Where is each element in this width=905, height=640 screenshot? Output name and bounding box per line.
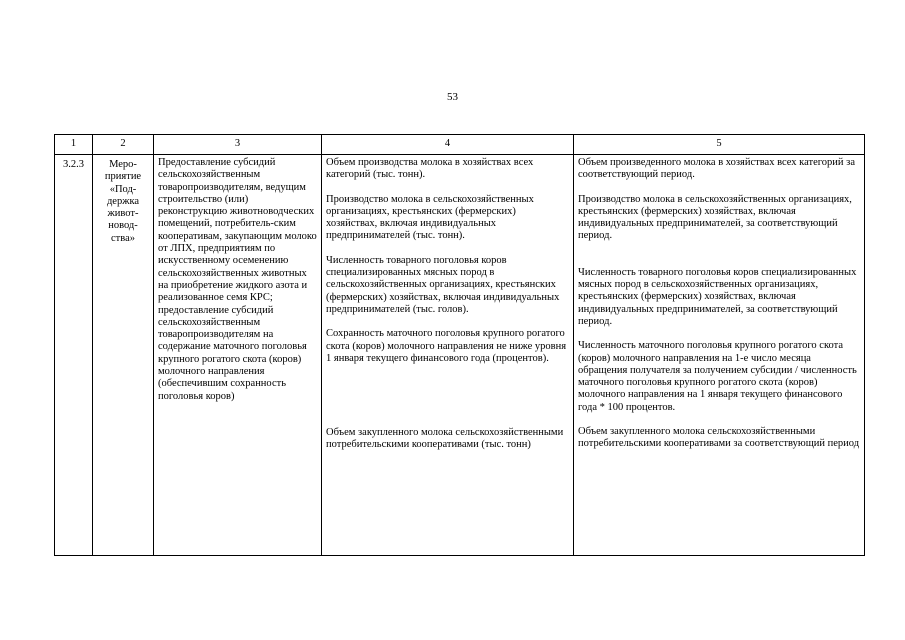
- measure-name-line: новод-: [108, 220, 138, 232]
- measure-name-line: живот-: [107, 208, 139, 220]
- measure-name-line: держка: [106, 195, 140, 207]
- method-text: Объем закупленного молока сельскохозяйственными потребительскими кооперативами за соответствующий период: [578, 426, 860, 450]
- header-cell-5: 5: [574, 135, 865, 155]
- measure-name-line: ства»: [111, 232, 135, 244]
- method-text: Численность маточного поголовья крупного рогатого скота (коров) молочного направления на 1-е число месяца обращения получателя за получением субсидии / численность маточного поголовья крупного рогатого скота (коров) молочного направления на 1 января текущего финансового года * 100 процентов.: [578, 340, 857, 413]
- indicator-text: Производство молока в сельскохозяйственных организациях, крестьянских (фермерских) хозяйствах, включая индивидуальных предпринимателей (тыс. тонн).: [326, 193, 534, 242]
- indicator-text: Сохранность маточного поголовья крупного рогатого скота (коров) молочного направления не ниже уровня 1 января текущего финансового года (процентов).: [326, 328, 567, 364]
- indicator-text: Объем закупленного молока сельскохозяйственными потребительскими кооперативами (тыс. тонн): [326, 427, 564, 451]
- measure-name-line: «Под-: [109, 183, 137, 195]
- header-cell-2: 2: [93, 135, 154, 155]
- header-cell-1: 1: [55, 135, 93, 155]
- measure-description: Предоставление субсидий сельскохозяйственным товаропроизводителям, ведущим строительство (или) реконструкцию животноводческих помещений, потребитель-ским кооперативам, закупающим молоко от ЛПХ, предприятиям по искусственному осеменению сельскохозяйственных животных на приобретение жидкого азота и реализованное семя КРС; предоставление субсидий сельскохозяйственным товаропроизводителям на содержание маточного поголовья крупного рогатого скота (коров) молочного направления (обеспечившим сохранность поголовья коров): [154, 155, 322, 556]
- measure-name-line: Меро-: [109, 159, 137, 170]
- methods-cell: [574, 155, 865, 556]
- row-number: 3.2.3: [55, 155, 93, 556]
- indicator-text: Численность товарного поголовья коров специализированных мясных пород в сельскохозяйственных организациях, крестьянских (фермерских) хозяйствах, включая индивидуальных предпринимателей (тыс. голов).: [326, 254, 560, 315]
- indicators-cell: [322, 155, 574, 556]
- method-text: Численность товарного поголовья коров специализированных мясных пород в сельскохозяйственных организациях, крестьянских (фермерских) хозяйствах, включая индивидуальных предпринимателей, за соответствующий период.: [578, 266, 857, 327]
- method-text: Объем произведенного молока в хозяйствах всех категорий за соответствующий период.: [578, 157, 855, 181]
- table-header-row: [55, 135, 865, 155]
- program-table: [54, 134, 865, 556]
- table-row: [55, 155, 865, 556]
- measure-name: [93, 155, 154, 556]
- page-number: 53: [447, 91, 458, 103]
- header-cell-4: 4: [322, 135, 574, 155]
- method-text: Производство молока в сельскохозяйственных организациях, крестьянских (фермерских) хозяйствах, включая индивидуальных предпринимателей, за соответствующий период.: [578, 193, 852, 242]
- header-cell-3: 3: [154, 135, 322, 155]
- indicator-text: Объем производства молока в хозяйствах всех категорий (тыс. тонн).: [326, 157, 534, 181]
- measure-name-line: приятие: [104, 171, 142, 183]
